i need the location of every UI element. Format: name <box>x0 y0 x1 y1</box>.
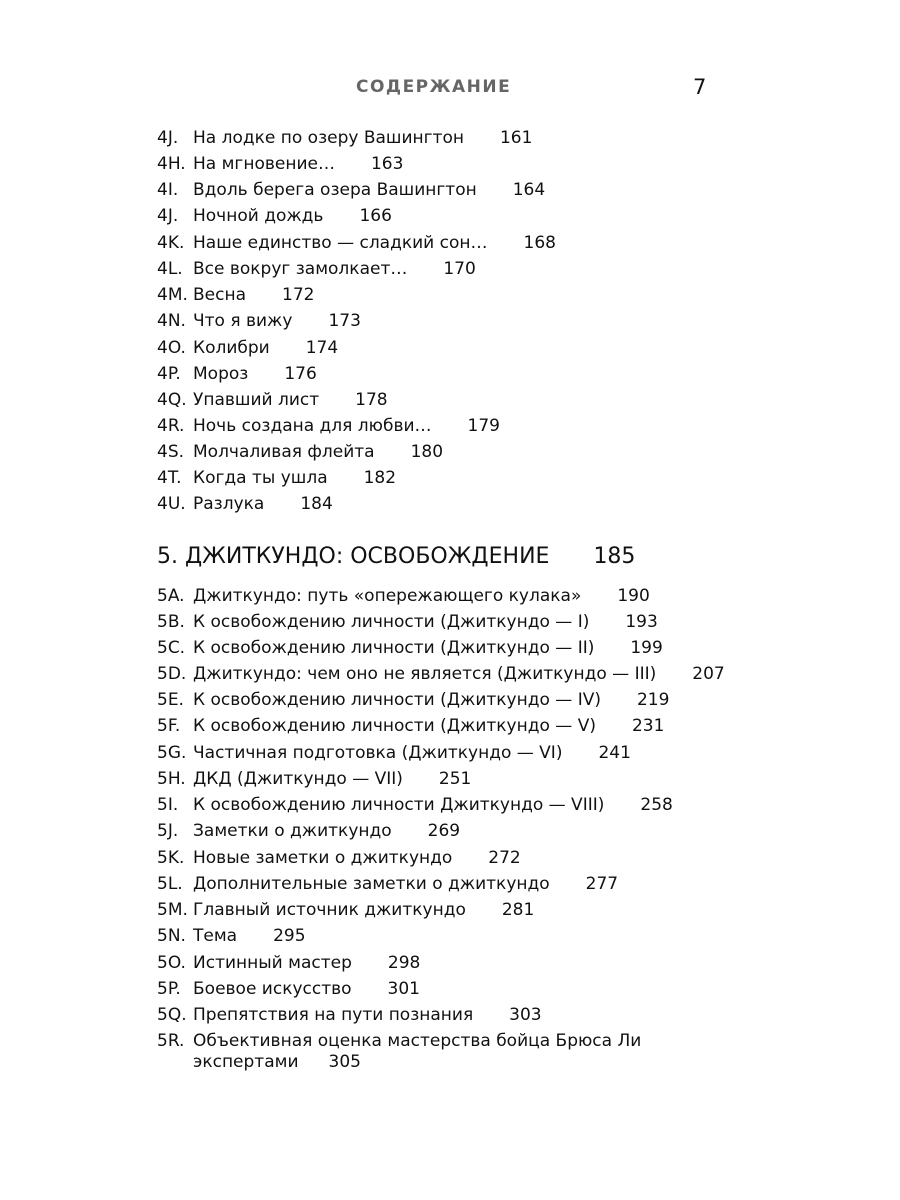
entry-title: Препятствия на пути познания <box>193 1005 474 1025</box>
entry-title: Боевое искусство <box>193 979 352 999</box>
toc-entry <box>157 179 545 201</box>
entry-title: Мороз <box>193 364 249 384</box>
entry-title: Главный источник джиткундо <box>193 900 466 920</box>
entry-page: 298 <box>387 953 421 973</box>
chapter-title: 5. ДЖИТКУНДО: ОСВОБОЖДЕНИЕ <box>157 544 550 569</box>
entry-number: 5L. <box>157 874 183 894</box>
entry-page: 180 <box>410 442 444 462</box>
entry-page: 231 <box>631 716 665 736</box>
entry-number: 5M. <box>157 900 188 920</box>
entry-number: 5K. <box>157 848 185 868</box>
entry-number: 5N. <box>157 926 186 946</box>
entry-page: 163 <box>370 154 404 174</box>
entry-page: 173 <box>328 311 361 331</box>
entry-title: ДКД (Джиткундо — VII) <box>193 769 403 789</box>
entry-number: 5I. <box>157 795 179 815</box>
entry-number: 5A. <box>157 586 185 606</box>
entry-number: 4R. <box>157 416 185 436</box>
entry-number: 5F. <box>157 716 181 736</box>
entry-title: Все вокруг замолкает… <box>193 259 408 279</box>
toc-entry <box>157 153 403 175</box>
entry-title: К освобождению личности (Джиткундо — I) <box>193 612 590 632</box>
entry-title: Истинный мастер <box>193 953 352 973</box>
toc-entry <box>157 467 396 489</box>
entry-number: 5H. <box>157 769 186 789</box>
entry-number: 5D. <box>157 664 187 684</box>
toc-entry <box>157 310 361 332</box>
toc-entry <box>157 389 388 411</box>
toc-entry <box>157 585 650 607</box>
entry-number: 4S. <box>157 442 185 462</box>
entry-page: 305 <box>328 1052 361 1072</box>
entry-page: 207 <box>692 664 725 684</box>
entry-number: 4J. <box>157 206 179 226</box>
entry-page: 241 <box>598 743 631 763</box>
entry-page: 182 <box>363 468 397 488</box>
entry-title: К освобождению личности Джиткундо — VIII) <box>193 795 605 815</box>
toc-entry <box>157 337 338 359</box>
entry-title: Что я вижу <box>193 311 293 331</box>
toc-entry <box>157 611 658 633</box>
entry-page: 258 <box>640 795 673 815</box>
toc-entry <box>157 493 333 515</box>
entry-number: 4P. <box>157 364 181 384</box>
entry-title: К освобождению личности (Джиткундо — II) <box>193 638 595 658</box>
entry-number: 5R. <box>157 1031 185 1051</box>
entry-title: Весна <box>193 285 247 305</box>
page-number: 7 <box>693 75 707 99</box>
entry-title: На лодке по озеру Вашингтон <box>193 128 464 148</box>
entry-title: Джиткундо: путь «опережающего кулака» <box>193 586 582 606</box>
entry-number: 5B. <box>157 612 185 632</box>
toc-entry <box>157 925 306 947</box>
entry-number: 4L. <box>157 259 183 279</box>
entry-number: 4M. <box>157 285 188 305</box>
entry-page: 179 <box>467 416 500 436</box>
toc-entry <box>157 232 556 254</box>
entry-number: 5E. <box>157 690 184 710</box>
entry-page: 176 <box>284 364 317 384</box>
toc-entry <box>157 441 443 463</box>
toc-entry <box>157 794 673 816</box>
entry-number: 4H. <box>157 154 186 174</box>
entry-title: Упавший лист <box>193 390 320 410</box>
entry-number: 5J. <box>157 821 179 841</box>
toc-entry <box>157 847 521 869</box>
entry-page: 295 <box>273 926 306 946</box>
entry-title: Когда ты ушла <box>193 468 328 488</box>
toc-entry <box>157 205 392 227</box>
entry-page: 303 <box>509 1005 542 1025</box>
entry-title: Ночь создана для любви… <box>193 416 432 436</box>
entry-page: 161 <box>499 128 533 148</box>
entry-title: Заметки о джиткундо <box>193 821 392 841</box>
entry-title: Дополнительные заметки о джиткундо <box>193 874 550 894</box>
entry-number: 4K. <box>157 233 185 253</box>
entry-page: 251 <box>438 769 472 789</box>
entry-title: Колибри <box>193 338 270 358</box>
toc-entry-continuation <box>193 1051 361 1073</box>
running-head: СОДЕРЖАНИЕ <box>356 77 512 97</box>
chapter-page: 185 <box>593 544 636 569</box>
entry-page: 170 <box>443 259 476 279</box>
toc-entry <box>157 284 314 306</box>
entry-number: 4O. <box>157 338 186 358</box>
toc-entry <box>157 363 317 385</box>
entry-title-continuation: экспертами <box>193 1052 299 1072</box>
toc-entry <box>157 415 500 437</box>
toc-entry <box>157 873 618 895</box>
toc-entry <box>157 768 471 790</box>
entry-page: 272 <box>488 848 521 868</box>
entry-title: Частичная подготовка (Джиткундо — VI) <box>193 743 563 763</box>
entry-number: 5C. <box>157 638 186 658</box>
entry-page: 199 <box>630 638 663 658</box>
entry-number: 5O. <box>157 953 186 973</box>
entry-title: Разлука <box>193 494 265 514</box>
toc-entry <box>157 637 663 659</box>
entry-title: К освобождению личности (Джиткундо — IV) <box>193 690 601 710</box>
entry-title: Наше единство — сладкий сон… <box>193 233 488 253</box>
toc-entry <box>157 689 669 711</box>
toc-entry <box>157 899 534 921</box>
entry-page: 190 <box>617 586 650 606</box>
toc-entry <box>157 952 420 974</box>
toc-entry <box>157 127 532 149</box>
entry-title: Новые заметки о джиткундо <box>193 848 453 868</box>
toc-entry <box>157 742 631 764</box>
entry-page: 164 <box>512 180 546 200</box>
entry-title: Тема <box>193 926 238 946</box>
entry-number: 5Q. <box>157 1005 187 1025</box>
entry-title: На мгновение… <box>193 154 335 174</box>
toc-entry <box>157 663 725 685</box>
entry-page: 166 <box>359 206 392 226</box>
toc-entry <box>157 1004 542 1026</box>
entry-title: К освобождению личности (Джиткундо — V) <box>193 716 596 736</box>
toc-entry <box>157 978 420 1000</box>
entry-page: 168 <box>523 233 556 253</box>
chapter-heading <box>157 544 635 569</box>
entry-number: 5P. <box>157 979 181 999</box>
entry-title: Ночной дождь <box>193 206 324 226</box>
entry-number: 4J. <box>157 128 179 148</box>
entry-number: 4Q. <box>157 390 187 410</box>
entry-title: Молчаливая флейта <box>193 442 375 462</box>
entry-page: 174 <box>305 338 339 358</box>
entry-page: 281 <box>501 900 535 920</box>
entry-page: 277 <box>585 874 619 894</box>
toc-entry <box>157 820 460 842</box>
toc-entry <box>157 1030 641 1052</box>
entry-page: 184 <box>300 494 333 514</box>
entry-title: Объективная оценка мастерства бойца Брюса Ли <box>193 1031 642 1051</box>
entry-page: 301 <box>387 979 420 999</box>
entry-number: 5G. <box>157 743 187 763</box>
entry-page: 178 <box>355 390 388 410</box>
toc-entry <box>157 258 476 280</box>
entry-page: 172 <box>282 285 315 305</box>
entry-page: 269 <box>427 821 461 841</box>
entry-title: Джиткундо: чем оно не является (Джиткундо — III) <box>193 664 657 684</box>
entry-page: 193 <box>625 612 658 632</box>
entry-page: 219 <box>636 690 670 710</box>
entry-number: 4N. <box>157 311 186 331</box>
entry-number: 4I. <box>157 180 179 200</box>
toc-entry <box>157 715 664 737</box>
entry-number: 4T. <box>157 468 182 488</box>
entry-title: Вдоль берега озера Вашингтон <box>193 180 477 200</box>
entry-number: 4U. <box>157 494 186 514</box>
